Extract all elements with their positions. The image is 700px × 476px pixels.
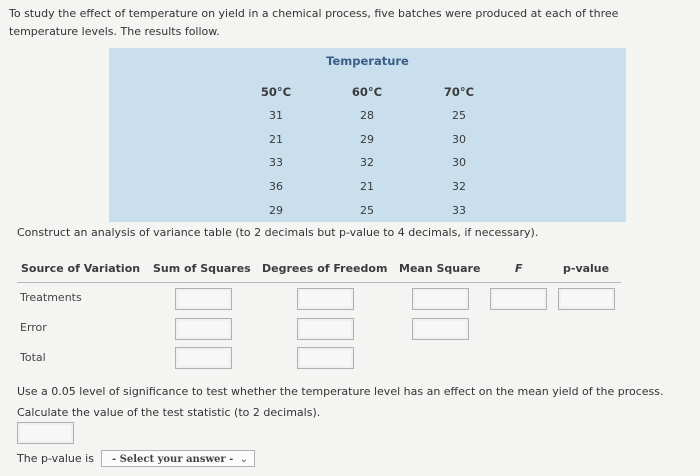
- header-mean-square: Mean Square: [399, 262, 481, 275]
- data-table: [109, 48, 626, 222]
- row-label-treatments: Treatments: [20, 291, 82, 304]
- p-value-select[interactable]: [101, 450, 255, 467]
- treatments-df-input[interactable]: [297, 288, 354, 310]
- table-cell: 31: [269, 109, 283, 122]
- table-title: Temperature: [326, 54, 409, 68]
- chevron-down-icon: ⌄: [239, 454, 248, 465]
- treatments-p-value-input[interactable]: [558, 288, 615, 310]
- table-cell: 33: [269, 156, 283, 169]
- header-sum-of-squares: Sum of Squares: [153, 262, 251, 275]
- p-value-select-text: - Select your answer -: [112, 454, 234, 465]
- error-mean-square-input[interactable]: [412, 318, 469, 340]
- header-source: Source of Variation: [21, 262, 141, 275]
- statistic-instruction: Calculate the value of the test statistic (to 2 decimals).: [17, 406, 321, 419]
- header-degrees-of-freedom: Degrees of Freedom: [262, 262, 388, 275]
- column-header-70c: 70°C: [443, 85, 475, 99]
- table-cell: 32: [360, 156, 374, 169]
- table-cell: 29: [360, 133, 374, 146]
- total-sum-of-squares-input[interactable]: [175, 347, 232, 369]
- header-divider: [17, 282, 621, 283]
- test-instruction: Use a 0.05 level of significance to test whether the temperature level has an effect on the mean yield of the process.: [17, 385, 664, 398]
- table-cell: 21: [360, 180, 374, 193]
- header-f: F: [515, 262, 523, 275]
- problem-intro: To study the effect of temperature on yield in a chemical process, five batches were produced at each of three temperature levels. The results follow.: [9, 7, 619, 38]
- table-cell: 21: [269, 133, 283, 146]
- total-df-input[interactable]: [297, 347, 354, 369]
- row-label-error: Error: [20, 321, 47, 334]
- column-header-50c: 50°C: [260, 85, 292, 99]
- table-cell: 25: [360, 204, 374, 217]
- anova-instruction: Construct an analysis of variance table (to 2 decimals but p-value to 4 decimals, if necessary).: [17, 226, 539, 239]
- table-cell: 33: [452, 204, 466, 217]
- p-value-label: The p-value is: [17, 452, 94, 465]
- test-statistic-input[interactable]: [17, 422, 74, 444]
- treatments-mean-square-input[interactable]: [412, 288, 469, 310]
- error-df-input[interactable]: [297, 318, 354, 340]
- table-cell: 28: [360, 109, 374, 122]
- table-cell: 32: [452, 180, 466, 193]
- table-cell: 36: [269, 180, 283, 193]
- header-p-value: p-value: [563, 262, 610, 275]
- table-cell: 30: [452, 133, 466, 146]
- row-label-total: Total: [20, 351, 46, 364]
- table-cell: 30: [452, 156, 466, 169]
- treatments-sum-of-squares-input[interactable]: [175, 288, 232, 310]
- column-header-60c: 60°C: [351, 85, 383, 99]
- table-cell: 25: [452, 109, 466, 122]
- treatments-f-input[interactable]: [490, 288, 547, 310]
- error-sum-of-squares-input[interactable]: [175, 318, 232, 340]
- table-cell: 29: [269, 204, 283, 217]
